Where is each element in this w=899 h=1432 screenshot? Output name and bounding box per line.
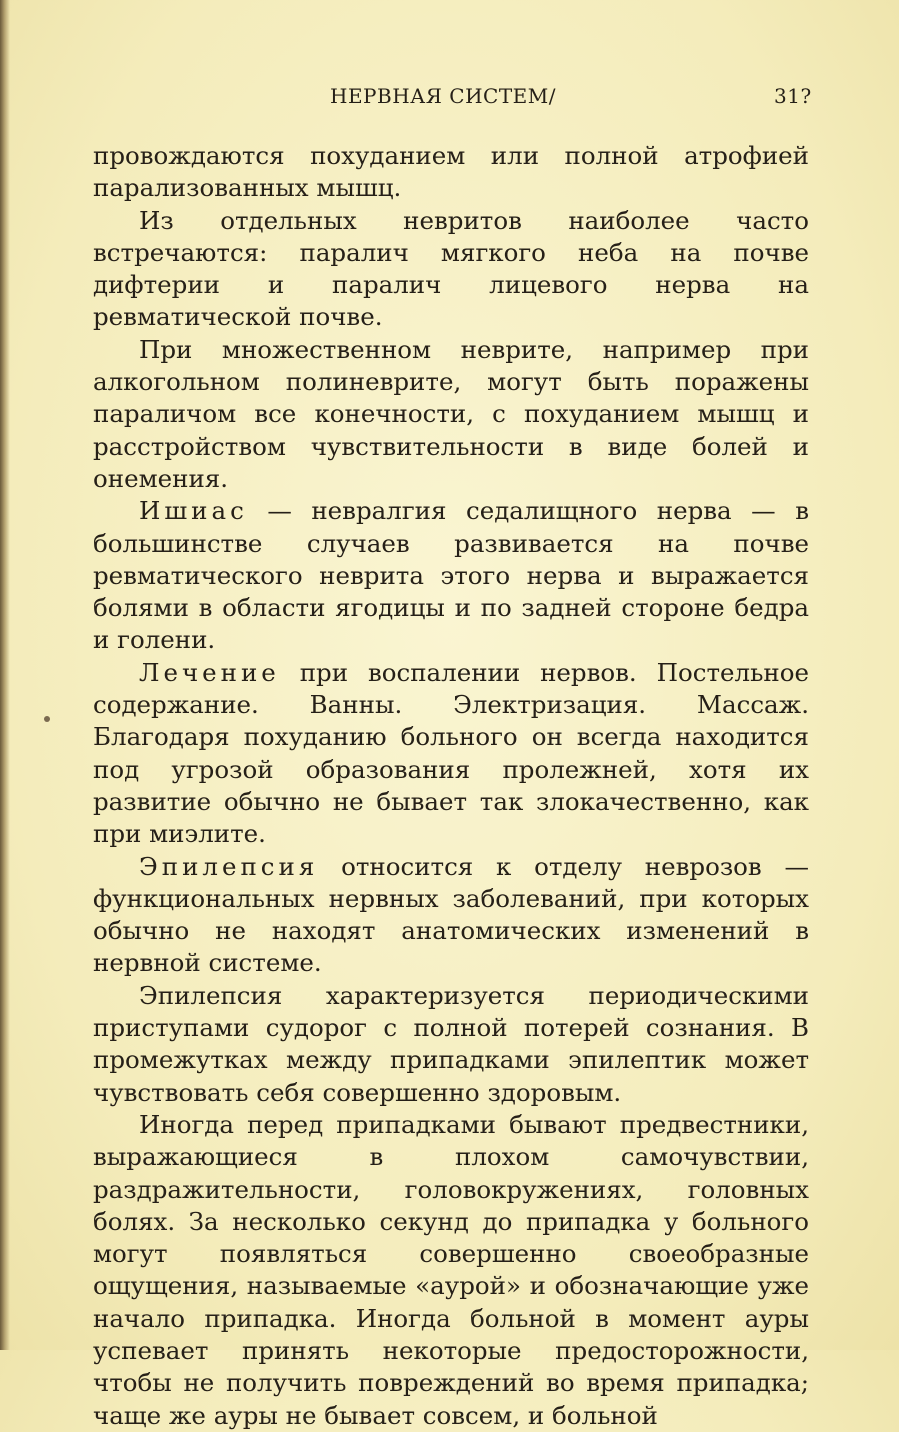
spaced-term: Ишиас bbox=[139, 496, 248, 526]
paragraph-5: Лечение при воспалении нервов. Постельное содержание. Ванны. Электризация. Массаж. Благодаря похуданию больного он всегда находится под угрозой образования пролежней, хотя их развитие обычно не бывает так злокачественно, как при миэлите. bbox=[93, 657, 809, 849]
book-spine-edge bbox=[0, 0, 10, 1350]
paragraph-7: Эпилепсия характеризуется периодическими приступами судорог с полной потерей сознания. В промежутках между припадками эпилептик может чувствовать себя совершенно здоровым. bbox=[93, 980, 809, 1107]
running-title: НЕРВНАЯ СИСТЕМ/ bbox=[330, 84, 556, 108]
spaced-term: Эпилепсия bbox=[139, 851, 319, 881]
running-header bbox=[0, 84, 899, 114]
ink-speck bbox=[44, 716, 50, 722]
page-number: 31? bbox=[774, 84, 812, 108]
paragraph-4: Ишиас — невралгия седалищного нерва — в большинстве случаев развивается на почве ревматического неврита этого нерва и выражается болями в области ягодицы и по задней стороне бедра и голени. bbox=[93, 496, 809, 655]
paragraph-3: При множественном неврите, например при алкогольном полиневрите, могут быть поражены параличом все конечности, с похуданием мышц и расстройством чувствительности в виде болей и онемения. bbox=[93, 334, 809, 493]
paragraph-6: Эпилепсия относится к отделу неврозов — функциональных нервных заболеваний, при которых обычно не находят анатомических изменений в нервной системе. bbox=[93, 851, 809, 978]
spaced-term: Лечение bbox=[139, 657, 280, 687]
body-text bbox=[93, 140, 809, 1432]
paragraph-1: провождаются похуданием или полной атрофией парализованных мышц. bbox=[93, 141, 809, 203]
paragraph-2: Из отдельных невритов наиболее часто встречаются: паралич мягкого неба на почве дифтерии и паралич лицевого нерва на ревматической почве. bbox=[93, 205, 809, 332]
paragraph-8: Иногда перед припадками бывают предвестники, выражающиеся в плохом самочувствии, раздражительности, головокружениях, головных болях. За несколько секунд до припадка у больного могут появляться совершенно своеобразные ощущения, называемые «аурой» и обозначающие уже начало припадка. Иногда больной в момент ауры успевает принять некоторые предосторожности, чтобы не получить повреждений во время припадка; чаще же ауры не бывает совсем, и больной bbox=[93, 1109, 809, 1430]
